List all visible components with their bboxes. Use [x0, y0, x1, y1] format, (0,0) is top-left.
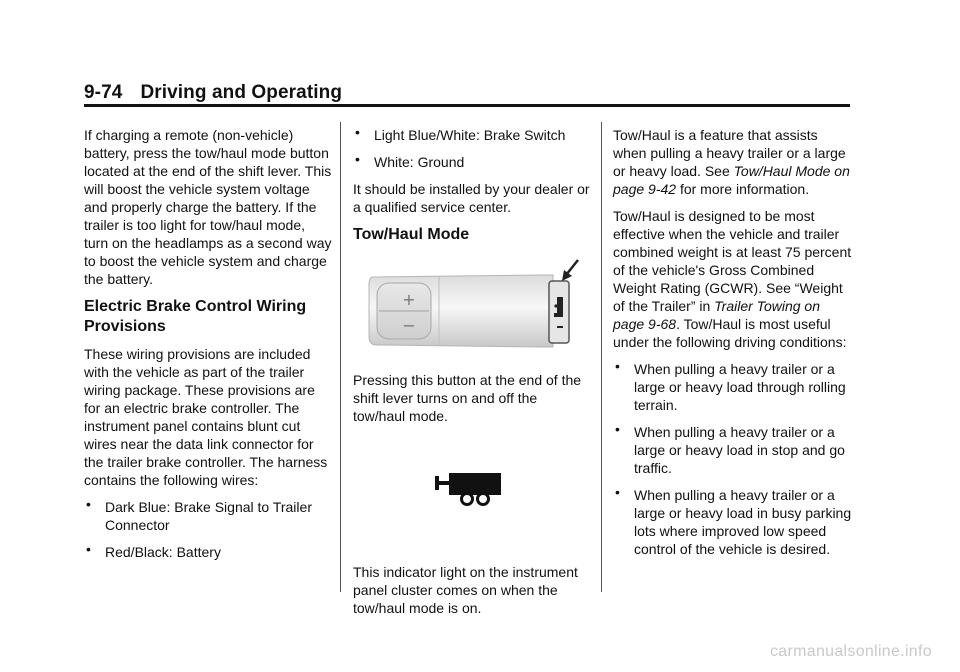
wire-list-2 [353, 126, 591, 171]
column-1 [84, 126, 332, 570]
page-number: 9-74 [84, 82, 123, 103]
plus-symbol: + [402, 290, 416, 309]
text-span: Tow/Haul is a feature that assists when pulling a heavy trailer or a large or heavy load. See [613, 127, 846, 179]
list-item: • Dark Blue: Brake Signal to Trailer Connector [84, 498, 332, 534]
section-title: Driving and Operating [140, 82, 343, 103]
list-item: • White: Ground [353, 153, 591, 171]
feature-paragraph [613, 126, 853, 198]
column-3 [613, 126, 853, 567]
button-paragraph: Pressing this button at the end of the shift lever turns on and off the tow/haul mode. [353, 372, 582, 424]
design-paragraph [613, 207, 853, 351]
text-span: for more information. [676, 181, 810, 197]
minus-symbol: − [402, 316, 416, 335]
conditions-list [613, 360, 853, 558]
wiring-paragraph: These wiring provisions are included with the vehicle as part of the trailer wiring package. These provisions are for an electric brake controller. The instrument panel contains blunt cut wires near the data link connector for the trailer brake controller. The harness contains the following wires: [84, 346, 328, 488]
shift-lever-illustration [353, 253, 591, 363]
text-span: Tow/Haul is designed to be most effective when the vehicle and trailer combined weight is at least 75 percent of the vehicle's Gross Combined Weight Rating (GCWR). See “Weight of the Trailer” in [613, 208, 852, 314]
list-item: • Red/Black: Battery [84, 543, 332, 561]
charging-paragraph: If charging a remote (non-vehicle) battery, press the tow/haul mode button located at the end of the shift lever. This will boost the vehicle system voltage and properly charge the battery. If the trailer is too light for tow/haul mode, turn on the headlamps as a second way to boost the vehicle system and charge the battery. [84, 127, 332, 287]
wire-list-1 [84, 498, 332, 561]
list-item: • Light Blue/White: Brake Switch [353, 126, 591, 144]
indicator-paragraph: This indicator light on the instrument panel cluster comes on when the tow/haul mode is on. [353, 564, 578, 616]
list-item: • When pulling a heavy trailer or a large or heavy load through rolling terrain. [613, 360, 853, 414]
column-divider-1 [340, 122, 341, 592]
cross-reference[interactable]: Tow/Haul Mode on page 9-42 [613, 163, 850, 197]
pointer-arrow-icon [562, 260, 578, 281]
page-header [84, 82, 342, 104]
header-rule [84, 104, 850, 107]
column-2 [353, 126, 591, 626]
installation-paragraph: It should be installed by your dealer or a qualified service center. [353, 181, 590, 215]
tow-haul-indicator-icon [353, 451, 591, 541]
column-divider-2 [601, 122, 602, 592]
tow-haul-heading: Tow/Haul Mode [353, 226, 470, 243]
text-span: . Tow/Haul is most useful under the following driving conditions: [613, 316, 847, 350]
list-item: • When pulling a heavy trailer or a large or heavy load in stop and go traffic. [613, 423, 853, 477]
list-item: • When pulling a heavy trailer or a large or heavy load in busy parking lots where improved low speed control of the vehicle is desired. [613, 486, 853, 558]
wiring-heading: Electric Brake Control Wiring Provisions [84, 298, 307, 335]
watermark: carmanualsonline.info [770, 643, 932, 660]
cross-reference[interactable]: Trailer Towing on page 9-68 [613, 298, 820, 332]
